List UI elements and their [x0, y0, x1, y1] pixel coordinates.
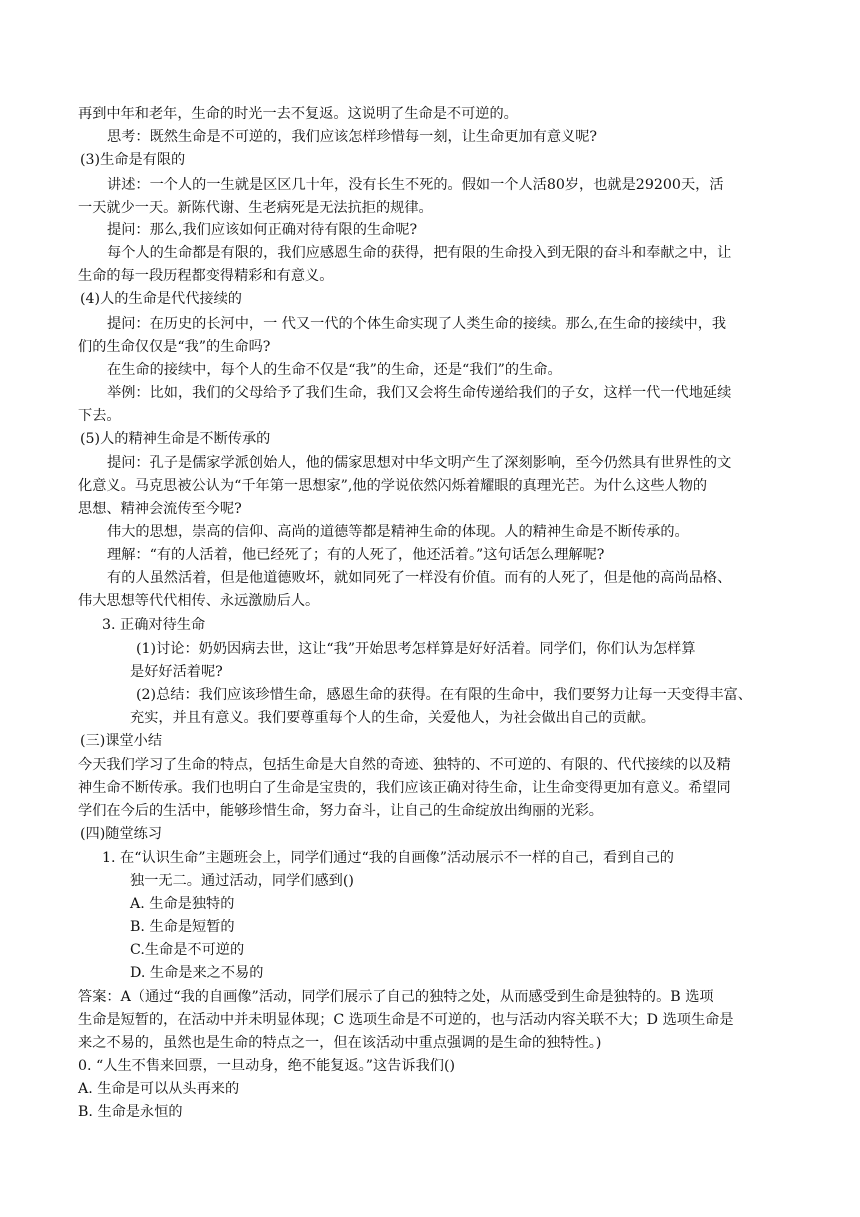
- numbered-heading: 3. 正确对待生命: [102, 617, 206, 633]
- text-line: (1)讨论：奶奶因病去世，这让“我”开始思考怎样算是好好活着。同学们，你们认为怎样算: [136, 641, 696, 657]
- answer-explanation: 来之不易的，虽然也是生命的特点之一，但在该活动中重点强调的是生命的独特性。): [78, 1035, 602, 1051]
- section-heading: (5)人的精神生命是不断传承的: [80, 431, 271, 447]
- text-line: (2)总结：我们应该珍惜生命，感恩生命的获得。在有限的生命中，我们要努力让每一天变得丰富、: [136, 687, 752, 703]
- question-text: 独一无二。通过活动，同学们感到(): [130, 873, 354, 889]
- answer-option: B. 生命是短暂的: [130, 919, 235, 935]
- section-heading: (4)人的生命是代代接续的: [80, 291, 242, 307]
- text-line: 理解：“有的人活着，他已经死了；有的人死了，他还活着。”这句话怎么理解呢?: [107, 547, 605, 563]
- text-line: 每个人的生命都是有限的，我们应感恩生命的获得，把有限的生命投入到无限的奋斗和奉献之中，让: [107, 245, 732, 261]
- answer-option: A. 生命是独特的: [130, 896, 235, 912]
- text-line: 有的人虽然活着，但是他道德败坏，就如同死了一样没有价值。而有的人死了，但是他的高尚品格、: [107, 570, 732, 586]
- text-line: 生命的每一段历程都变得精彩和有意义。: [78, 268, 334, 284]
- text-line: 提问：那么,我们应该如何正确对待有限的生命呢?: [107, 222, 418, 238]
- answer-option: C.生命是不可逆的: [130, 942, 245, 958]
- text-line: 是好好活着呢?: [130, 664, 223, 680]
- answer-option: A. 生命是可以从头再来的: [78, 1081, 240, 1097]
- text-line: 提问：在历史的长河中，一 代又一代的个体生命实现了人类生命的接续。那么,在生命的接续中，我: [107, 316, 727, 332]
- text-line: 思想、精神会流传至今呢?: [78, 501, 242, 517]
- text-line: 一天就少一天。新陈代谢、生老病死是无法抗拒的规律。: [78, 200, 433, 216]
- text-line: 伟大的思想，崇高的信仰、高尚的道德等都是精神生命的体现。人的精神生命是不断传承的。: [107, 524, 689, 540]
- text-line: 提问：孔子是儒家学派创始人，他的儒家思想对中华文明产生了深刻影响，至今仍然具有世界性的文: [107, 455, 732, 471]
- text-line: 下去。: [78, 408, 121, 424]
- answer-explanation: 生命是短暂的，在活动中并未明显体现；C 选项生命是不可逆的，也与活动内容关联不大；D 选项生命是: [78, 1012, 734, 1028]
- text-line: 充实，并且有意义。我们要尊重每个人的生命，关爱他人，为社会做出自己的贡献。: [130, 710, 655, 726]
- text-line: 们的生命仅仅是“我”的生命吗?: [78, 339, 271, 355]
- text-line: 伟大思想等代代相传、永远激励后人。: [78, 593, 320, 609]
- section-heading: (四)随堂练习: [80, 826, 163, 842]
- text-line: 学们在今后的生活中，能够珍惜生命，努力奋斗，让自己的生命绽放出绚丽的光彩。: [78, 803, 603, 819]
- section-heading: (三)课堂小结: [80, 733, 163, 749]
- text-line: 化意义。马克思被公认为“千年第一思想家”,他的学说依然闪烁着耀眼的真理光芒。为什么这些人物的: [78, 478, 708, 494]
- text-line: 思考：既然生命是不可逆的，我们应该怎样珍惜每一刻，让生命更加有意义呢?: [107, 129, 597, 145]
- text-line: 再到中年和老年，生命的时光一去不复返。这说明了生命是不可逆的。: [78, 106, 518, 122]
- answer-explanation: 答案：A（通过“我的自画像”活动，同学们展示了自己的独特之处，从而感受到生命是独特的。B 选项: [78, 989, 714, 1005]
- answer-option: B. 生命是永恒的: [78, 1104, 183, 1120]
- text-line: 今天我们学习了生命的特点，包括生命是大自然的奇迹、独特的、不可逆的、有限的、代代接续的以及精: [78, 757, 731, 773]
- text-line: 举例：比如，我们的父母给予了我们生命，我们又会将生命传递给我们的子女，这样一代一代地延续: [107, 385, 732, 401]
- text-line: 讲述：一个人的一生就是区区几十年，没有长生不死的。假如一个人活80岁，也就是29200天，活: [107, 177, 724, 193]
- answer-option: D. 生命是来之不易的: [130, 965, 264, 981]
- question-text: 1. 在“认识生命”主题班会上，同学们通过“我的自画像”活动展示不一样的自己，看到自己的: [102, 850, 674, 866]
- text-line: 神生命不断传承。我们也明白了生命是宝贵的，我们应该正确对待生命，让生命变得更加有意义。希望同: [78, 780, 731, 796]
- section-heading: (3)生命是有限的: [80, 152, 186, 168]
- text-line: 在生命的接续中，每个人的生命不仅是“我”的生命，还是“我们”的生命。: [107, 362, 562, 378]
- question-text: 0. “人生不售来回票，一旦动身，绝不能复返。”这告诉我们(): [78, 1058, 456, 1074]
